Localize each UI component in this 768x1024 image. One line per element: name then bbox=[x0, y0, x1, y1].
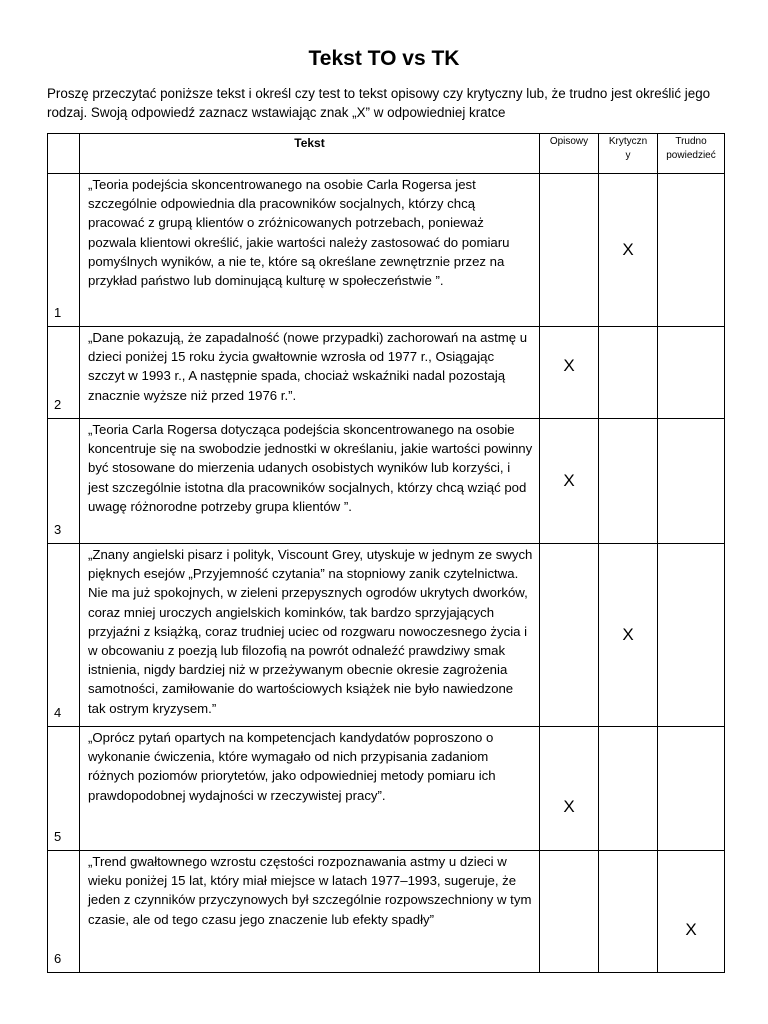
table-row bbox=[48, 727, 725, 851]
instructions-paragraph: Proszę przeczytać poniższe tekst i określ czy test to tekst opisowy czy krytyczny lub, że trudno jest określić jego rodzaj. Swoją odpowiedź zaznacz wstawiając znak „X” w odpowiedniej kratce bbox=[47, 86, 711, 120]
header-descriptive: Opisowy bbox=[540, 134, 599, 174]
row-number: 2 bbox=[48, 327, 80, 419]
row-number: 3 bbox=[48, 419, 80, 544]
header-critical: Krytyczn y bbox=[599, 134, 658, 174]
critical-cell[interactable] bbox=[599, 419, 658, 544]
table-row bbox=[48, 851, 725, 973]
descriptive-cell[interactable] bbox=[540, 327, 599, 419]
critical-mark: X bbox=[622, 240, 634, 259]
table-row bbox=[48, 419, 725, 544]
header-text: Tekst bbox=[80, 134, 540, 174]
row-text: „Teoria podejścia skoncentrowanego na osobie Carla Rogersa jest szczególnie odpowiednia dla pracowników socjalnych, którzy chcą pracować z grupą klientów o zróżnicowanych potrzebach, ponieważ pozwala klientowi określić, jakie wartości należy zastosować do pomiaru pomyślnych wyników, a nie te, które są określane zewnętrznie przez na przykład państwo lub dominującą kulturę w społeczeństwie ”. bbox=[80, 174, 540, 327]
hard-to-say-cell[interactable] bbox=[658, 174, 725, 327]
row-number: 4 bbox=[48, 544, 80, 727]
critical-cell[interactable] bbox=[599, 851, 658, 973]
critical-cell[interactable] bbox=[599, 727, 658, 851]
table-row bbox=[48, 174, 725, 327]
page-title: Tekst TO vs TK bbox=[308, 47, 460, 70]
table-row bbox=[48, 544, 725, 727]
critical-cell[interactable] bbox=[599, 327, 658, 419]
row-text: „Dane pokazują, że zapadalność (nowe przypadki) zachorowań na astmę u dzieci poniżej 15 roku życia gwałtownie wzrosła od 1977 r., Osiągając szczyt w 1993 r., A następnie spada, chociaż wskaźniki nadal pozostają znacznie wyższe niż przed 1976 r.”. bbox=[80, 327, 540, 419]
descriptive-mark: X bbox=[563, 355, 575, 375]
hard-to-say-cell[interactable] bbox=[658, 851, 725, 973]
table-row bbox=[48, 327, 725, 419]
row-text: „Oprócz pytań opartych na kompetencjach kandydatów poproszono o wykonanie ćwiczenia, które wymagało od nich przypisania zadaniom różnych poziomów priorytetów, jako odpowiedniej metody pomiaru ich prawdopodobnej wydajności w rzeczywistej pracy”. bbox=[80, 727, 540, 851]
descriptive-mark: X bbox=[563, 471, 575, 490]
descriptive-cell[interactable] bbox=[540, 727, 599, 851]
answer-table bbox=[47, 133, 725, 973]
descriptive-cell[interactable] bbox=[540, 544, 599, 727]
critical-cell[interactable] bbox=[599, 174, 658, 327]
row-number: 6 bbox=[48, 851, 80, 973]
header-hard-to-say: Trudno powiedzieć bbox=[658, 134, 725, 174]
row-text: „Teoria Carla Rogersa dotycząca podejścia skoncentrowanego na osobie koncentruje się na swobodzie jednostki w określaniu, jakie wartości powinny być stosowane do mierzenia udanych osobistych wyników lub korzyści, i jest szczególnie istotna dla pracowników socjalnych, którzy chcą wziąć pod uwagę różnorodne potrzeby grupa klientów ”. bbox=[80, 419, 540, 544]
row-text: „Znany angielski pisarz i polityk, Viscount Grey, utyskuje w jednym ze swych pięknych esejów „Przyjemność czytania” na stopniowy zanik czytelnictwa. Nie ma już spokojnych, w zieleni przepysznych ogrodów ukrytych dworków, coraz mniej uroczych angielskich kominków, tak bardzo sprzyjających przyjaźni z książką, coraz trudniej uciec od rozgwaru nowoczesnego życia i w obcowaniu z poezją lub filozofią na powrót odnaleźć prawdziwy smak istnienia, nigdy bardziej niż w przeżywanym obecnie okresie zagrożenia samotności, zamiłowanie do wartościowych książek nie było nawiedzone tak ostrym kryzysem.” bbox=[80, 544, 540, 727]
descriptive-cell[interactable] bbox=[540, 419, 599, 544]
descriptive-mark: X bbox=[563, 796, 575, 816]
descriptive-cell[interactable] bbox=[540, 851, 599, 973]
row-number: 5 bbox=[48, 727, 80, 851]
hard-to-say-cell[interactable] bbox=[658, 544, 725, 727]
hard-to-say-cell[interactable] bbox=[658, 327, 725, 419]
critical-cell[interactable] bbox=[599, 544, 658, 727]
hard-to-say-cell[interactable] bbox=[658, 727, 725, 851]
row-text: „Trend gwałtownego wzrostu częstości rozpoznawania astmy u dzieci w wieku poniżej 15 lat, który miał miejsce w latach 1977–1993, sugeruje, że jeden z czynników przyczynowych był szczególnie rozpowszechniony w tym czasie, ale od tego czasu jego znaczenie lub efekty spadły” bbox=[80, 851, 540, 973]
hard-to-say-cell[interactable] bbox=[658, 419, 725, 544]
hard-to-say-mark: X bbox=[685, 919, 697, 939]
row-number: 1 bbox=[48, 174, 80, 327]
table-header-row bbox=[48, 134, 725, 174]
critical-mark: X bbox=[622, 625, 634, 644]
descriptive-cell[interactable] bbox=[540, 174, 599, 327]
header-number bbox=[48, 134, 80, 174]
